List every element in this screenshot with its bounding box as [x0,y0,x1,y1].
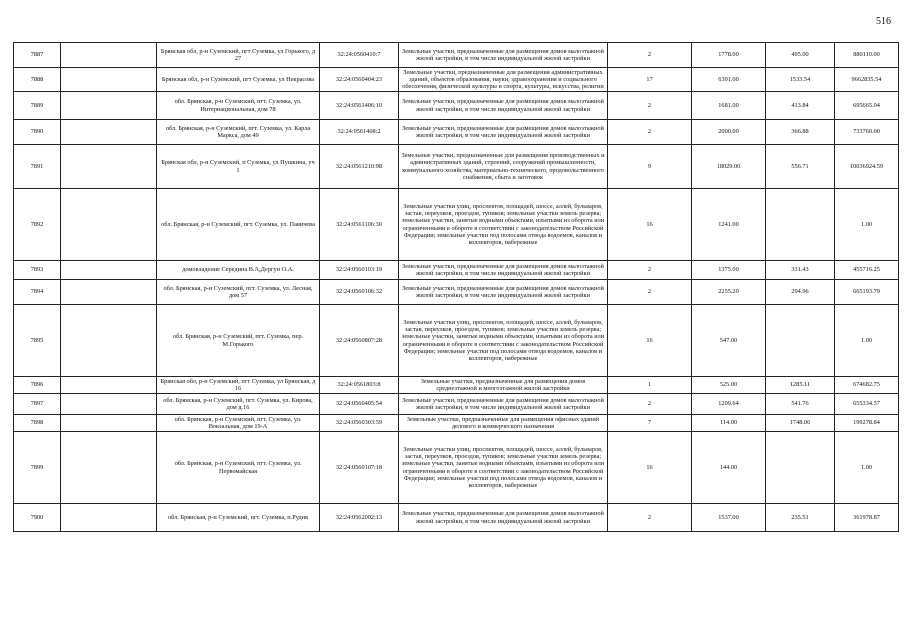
cadastral-value-cell: 361978.87 [835,504,899,532]
group-code-cell: 9 [608,145,692,189]
empty-cell [61,120,157,145]
cadastral-value-cell: 199278.84 [835,415,899,432]
land-use-cell: Земельные участки, предназначенные для размещения домов малоэтажной жилой застройки, в том числе индивидуальной жилой застройки [399,394,608,415]
specific-value-cell: 556.71 [766,145,835,189]
area-cell: 547.00 [692,305,766,377]
table-row [14,145,899,189]
group-code-cell: 2 [608,394,692,415]
cadastral-number-cell: 32:24:0560807:28 [320,305,399,377]
cadastral-value-cell: 455716.25 [835,261,899,280]
empty-cell [61,504,157,532]
cadastral-value-cell: 674682.75 [835,377,899,394]
cadastral-value-cell: 1.00 [835,305,899,377]
row-number-cell: 7889 [14,92,61,120]
specific-value-cell [766,189,835,261]
cadastral-value-cell: 655334.57 [835,394,899,415]
row-number-cell: 7894 [14,280,61,305]
land-use-cell: Земельные участки, предназначенные для размещения домов среднеэтажной и многоэтажной жилой застройки [399,377,608,394]
table-row [14,120,899,145]
table-body [14,43,899,532]
specific-value-cell: 495.00 [766,43,835,68]
group-code-cell: 2 [608,261,692,280]
cadastral-number-cell: 32:24:0560410:7 [320,43,399,68]
empty-cell [61,305,157,377]
cadastral-number-cell: 32:24:0561406:10 [320,92,399,120]
land-use-cell: Земельные участки, предназначенные для размещения домов малоэтажной жилой застройки, в том числе индивидуальной жилой застройки [399,261,608,280]
address-cell: обл. Брянская, р-н Суземский, пгт. Суземка, ул. Карла Маркса, дом 49 [157,120,320,145]
specific-value-cell: 1748.06 [766,415,835,432]
cadastral-value-cell: 695665.04 [835,92,899,120]
row-number-cell: 7899 [14,432,61,504]
table-row [14,377,899,394]
address-cell: домовладение Середина В.А,Дергун О.А. [157,261,320,280]
empty-cell [61,261,157,280]
area-cell: 18029.00 [692,145,766,189]
cadastral-value-cell: 1.00 [835,432,899,504]
cadastral-number-cell: 32:24:0561106:30 [320,189,399,261]
specific-value-cell: 294.96 [766,280,835,305]
cadastral-value-cell: 665193.79 [835,280,899,305]
cadastral-value-cell: 9662835.54 [835,68,899,92]
address-cell: Брянская обл, р-н Суземский, пгт Суземка, ул Некрасова [157,68,320,92]
address-cell: Брянская обл, р-н Суземский, пгт Суземка, ул Брянская, д 16 [157,377,320,394]
cadastral-number-cell: 32:24:0560404:23 [320,68,399,92]
empty-cell [61,432,157,504]
group-code-cell: 2 [608,92,692,120]
row-number-cell: 7900 [14,504,61,532]
cadastral-value-cell: 733760.00 [835,120,899,145]
empty-cell [61,92,157,120]
table-row [14,432,899,504]
cadastral-value-cell: 1.00 [835,189,899,261]
area-cell: 2000.00 [692,120,766,145]
specific-value-cell: 366.88 [766,120,835,145]
land-use-cell: Земельные участки, предназначенные для размещения домов малоэтажной жилой застройки, в том числе индивидуальной жилой застройки [399,92,608,120]
table-row [14,43,899,68]
land-use-cell: Земельные участки улиц, проспектов, площадей, шоссе, аллей, бульваров, застав, переулков, проездов, тупиков; земельные участки земель резерва; земельные участки, занятые водными объектами, изъятыми из оборота или ограниченными в обороте в соответствии с законодательством Российской Федерации; земельные участки под полосами отвода водоемов, каналов и коллекторов, набережные [399,305,608,377]
land-use-cell: Земельные участки улиц, проспектов, площадей, шоссе, аллей, бульваров, застав, переулков, проездов, тупиков; земельные участки земель резерва; земельные участки, занятые водными объектами, изъятыми из оборота или ограниченными в обороте в соответствии с законодательством Российской Федерации; земельные участки под полосами отвода водоемов, каналов и коллекторов, набережные [399,189,608,261]
area-cell: 1537.00 [692,504,766,532]
specific-value-cell: 1285.11 [766,377,835,394]
row-number-cell: 7898 [14,415,61,432]
area-cell: 2255.20 [692,280,766,305]
address-cell: Брянская обл, р-н Суземский, п Суземка, ул Пушкина, уч 1 [157,145,320,189]
cadastral-number-cell: 32:24:0560106:32 [320,280,399,305]
land-use-cell: Земельные участки, предназначенные для размещения домов малоэтажной жилой застройки, в том числе индивидуальной жилой застройки [399,120,608,145]
page-number: 516 [876,16,891,27]
land-registry-table [13,42,899,532]
specific-value-cell: 541.76 [766,394,835,415]
table-row [14,261,899,280]
row-number-cell: 7891 [14,145,61,189]
group-code-cell: 1 [608,377,692,394]
land-use-cell: Земельные участки улиц, проспектов, площадей, шоссе, аллей, бульваров, застав, переулков, проездов, тупиков; земельные участки земель резерва; земельные участки, занятые водными объектами, изъятыми из оборота или ограниченными в обороте в соответствии с законодательством Российской Федерации; земельные участки под полосами отвода водоемов, каналов и коллекторов, набережные [399,432,608,504]
area-cell: 144.00 [692,432,766,504]
specific-value-cell: 413.84 [766,92,835,120]
table-row [14,415,899,432]
group-code-cell: 16 [608,432,692,504]
table-row [14,394,899,415]
row-number-cell: 7897 [14,394,61,415]
land-use-cell: Земельные участки, предназначенные для размещения производственных и административных зданий, строений, сооружений промышленности, коммунального хозяйства, материально-технического, продовольственного снабжения, сбыта и заготовок [399,145,608,189]
group-code-cell: 16 [608,189,692,261]
empty-cell [61,145,157,189]
row-number-cell: 7893 [14,261,61,280]
empty-cell [61,68,157,92]
cadastral-number-cell: 32:24:0560303:59 [320,415,399,432]
specific-value-cell [766,432,835,504]
empty-cell [61,280,157,305]
row-number-cell: 7888 [14,68,61,92]
table-row [14,280,899,305]
address-cell: обл. Брянская, р-н Суземский, пгт. Суземка, пер. М.Горького [157,305,320,377]
area-cell: 1681.00 [692,92,766,120]
area-cell: 525.00 [692,377,766,394]
address-cell: обл. Брянская, р-н Суземский, пгт. Суземка, ул. Кирова, дом д.16 [157,394,320,415]
empty-cell [61,43,157,68]
table-row [14,92,899,120]
specific-value-cell: 235.51 [766,504,835,532]
address-cell: обл. Брянская, р-н Суземский, пгт. Суземка, ул. Вокзальная, дом 19-А [157,415,320,432]
land-use-cell: Земельные участки, предназначенные для размещения офисных зданий делового и коммерческого назначения [399,415,608,432]
cadastral-number-cell: 32:24:0560103:19 [320,261,399,280]
specific-value-cell: 331.43 [766,261,835,280]
land-use-cell: Земельные участки, предназначенные для размещения домов малоэтажной жилой застройки, в том числе индивидуальной жилой застройки [399,43,608,68]
specific-value-cell: 1533.54 [766,68,835,92]
area-cell: 1375.00 [692,261,766,280]
cadastral-value-cell: 10036924.59 [835,145,899,189]
area-cell: 114.00 [692,415,766,432]
address-cell: обл. Брянская, р-н Суземский, пгт. Суземка, ул. Лесная, дом 57 [157,280,320,305]
cadastral-number-cell: 32:24:0562002:13 [320,504,399,532]
cadastral-number-cell: 32:24:0560107:18 [320,432,399,504]
specific-value-cell [766,305,835,377]
row-number-cell: 7895 [14,305,61,377]
group-code-cell: 2 [608,280,692,305]
group-code-cell: 2 [608,120,692,145]
address-cell: обл. Брянская, р-н Суземский, пгт. Суземка, ул. Интернациональная, дом 78 [157,92,320,120]
address-cell: обл. Брянская, р-н Суземский, пгт. Суземка, ул. Первомайская [157,432,320,504]
group-code-cell: 2 [608,504,692,532]
group-code-cell: 17 [608,68,692,92]
land-use-cell: Земельные участки, предназначенные для размещения домов малоэтажной жилой застройки, в том числе индивидуальной жилой застройки [399,280,608,305]
table-row [14,305,899,377]
group-code-cell: 7 [608,415,692,432]
cadastral-number-cell: 32:24:0560405:54 [320,394,399,415]
cadastral-number-cell: 32:24:0561210:98 [320,145,399,189]
empty-cell [61,394,157,415]
area-cell: 1241.00 [692,189,766,261]
area-cell: 1209.64 [692,394,766,415]
row-number-cell: 7887 [14,43,61,68]
cadastral-number-cell: 32:24:0561803:8 [320,377,399,394]
group-code-cell: 16 [608,305,692,377]
empty-cell [61,189,157,261]
land-use-cell: Земельные участки, предназначенные для размещения домов малоэтажной жилой застройки, в том числе индивидуальной жилой застройки [399,504,608,532]
row-number-cell: 7892 [14,189,61,261]
row-number-cell: 7896 [14,377,61,394]
group-code-cell: 2 [608,43,692,68]
address-cell: обл. Брянская, р-н Суземский, пгт. Суземка, ул. Павичева [157,189,320,261]
table-row [14,68,899,92]
address-cell: обл. Брянская, р-н Суземский, пгт. Суземка, п.Рудня [157,504,320,532]
area-cell: 1778.00 [692,43,766,68]
land-use-cell: Земельные участки, предназначенные для размещения административных зданий, объектов образования, науки, здравоохранения и социального обеспечения, физической культуры и спорта, культуры, искусства, религии [399,68,608,92]
cadastral-value-cell: 880110.00 [835,43,899,68]
empty-cell [61,415,157,432]
table-row [14,189,899,261]
area-cell: 6301.00 [692,68,766,92]
empty-cell [61,377,157,394]
cadastral-number-cell: 32:24:0561408:2 [320,120,399,145]
row-number-cell: 7890 [14,120,61,145]
table-row [14,504,899,532]
address-cell: Брянская обл, р-н Суземский, пгт Суземка, ул Горького, д 27 [157,43,320,68]
